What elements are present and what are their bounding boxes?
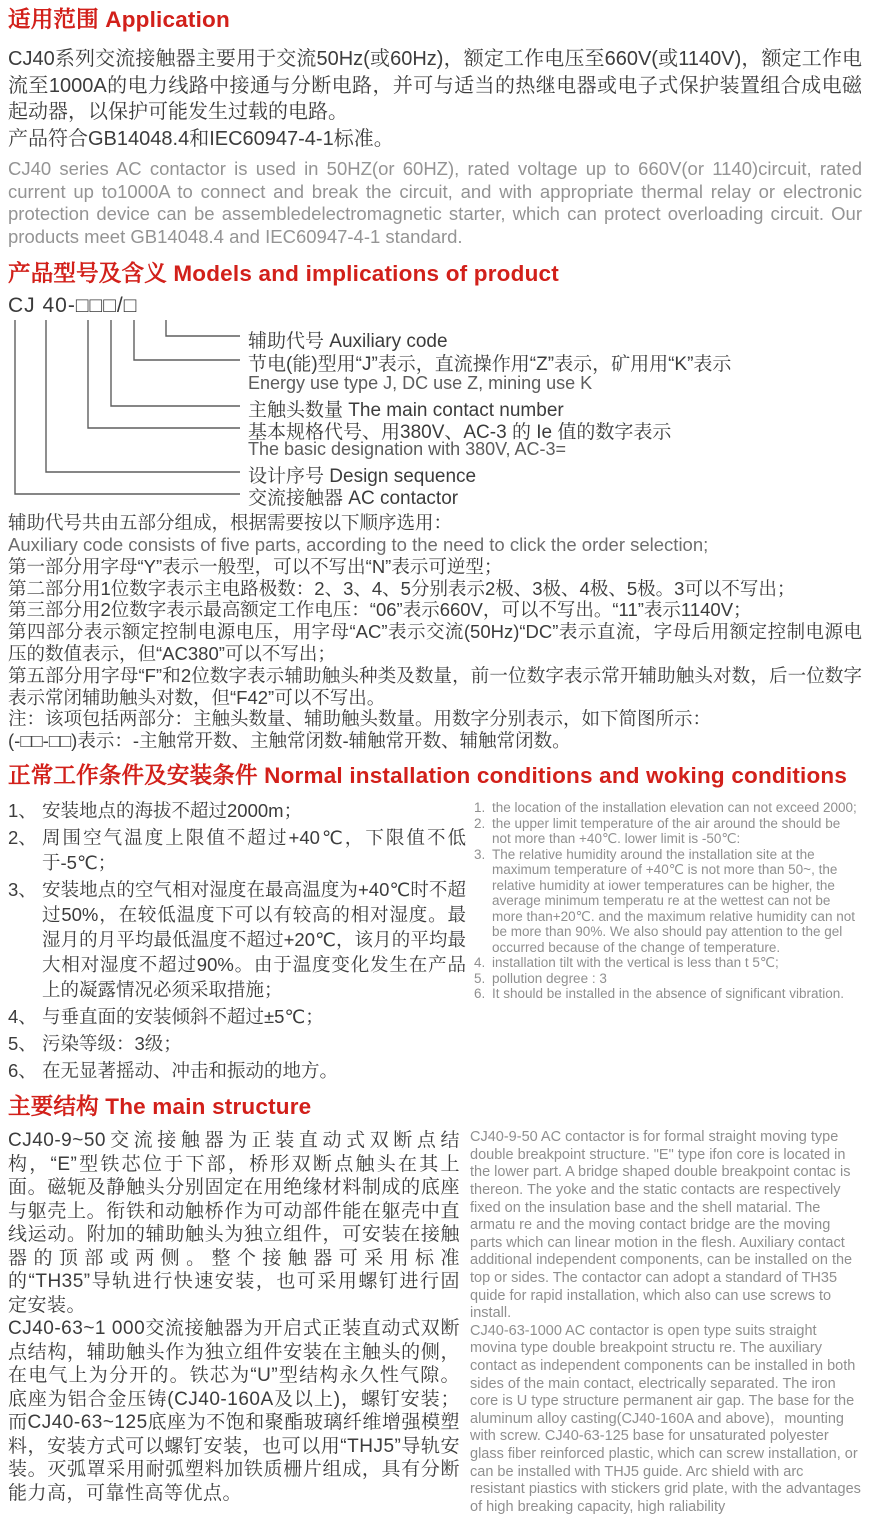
conditions-list-en [474,798,862,1002]
structure-paragraph-en: CJ40-63-1000 AC contactor is open type suits straight movina type double breakpoint structu re. The auxiliary contact as independent components can be installed in both sides of the main contact, electrically separated. The iron core is U type structure permanent air gap. The base for the aluminum alloy casting(CJ40-160A and above)，mounting with screw. CJ40-63-125 base for unsaturated polyester glass fiber reinforced plastic, which can screw installation, or can be installed with THJ5 guide. Arc shield with arc resistant piastics with stickers grid plate, with the advantages of high breaking capacity, high raliability [470,1322,861,1515]
item-number: 1. [474,800,486,816]
structure-paragraph-cn: CJ40-9~50交流接触器为正装直动式双断点结构，“E”型铁芯位于下部，桥形双断点触头在其上面。磁轭及静触头分别固定在用绝缘材料制成的底座与躯壳上。衔铁和动触桥作为可动部件能在躯壳中直线运动。附加的辅助触头为独立组件，可安装在接触器的顶部或两侧。整个接触器可采用标准的“TH35”导轨进行快速安装，也可采用螺钉进行固定安装。 [8,1130,460,1316]
item-text: It should be installed in the absence of significant vibration. [492,986,844,1002]
section-title-structure: 主要结构 The main structure [8,1094,312,1120]
condition-item-cn [8,877,466,1002]
item-text: 污染等级：3级； [42,1033,182,1055]
section-structure [8,1093,862,1516]
note-line: 第四部分表示额定控制电源电压，用字母“AC”表示交流(50Hz)“DC”表示直流，字母后用额定控制电源电压的数值表示，但“AC380”可以不写出； [8,621,862,665]
connector-energy-type [134,320,240,360]
note-line: (-□□-□□)表示：-主触常开数、主触常闭数-辅触常开数、辅触常闭数。 [8,730,571,752]
section-title-models: 产品型号及含义 Models and implications of product [8,261,559,287]
item-number: 6. [474,986,486,1002]
section-models [8,260,862,752]
condition-item-en [474,971,862,987]
item-text: 与垂直面的安装倾斜不超过±5℃； [42,1006,324,1028]
note-line: 第一部分用字母“Y”表示一般型，可以不写出“N”表示可逆型； [8,555,503,577]
structure-text-cn [8,1129,460,1505]
diagram-label-auxiliary-code: 辅助代号 Auxiliary code [248,331,448,353]
conditions-list-cn [8,798,466,1085]
section-conditions [8,762,862,1085]
item-text: The relative humidity around the installation site at the maximum temperature of +40℃ is not more than 50~, the relative humidity at iower temperatures can be higher, the average minimum temperatu re at the wettest can not be more than+20℃. and the maximum relative humidity can not be more than 90%. We also should pay attention to the gel occurred because of the change of temperature. [492,846,855,955]
item-number: 4、 [8,1006,37,1028]
condition-item-en [474,986,862,1002]
connector-main-contact-number [111,320,240,406]
structure-paragraph-cn: CJ40-63~1 000交流接触器为开启式正装直动式双断点结构，辅助触头作为独立组件安装在主触头的侧，在电气上为分开的。铁芯为“U”型结构永久性气隙。底座为铝合金压铸(CJ40-160A及以上)，螺钉安装；而CJ40-63~125底座为不饱和聚酯玻璃纤维增强模塑料，安装方式可以螺钉安装，也可以用“THJ5”导轨安装。灭弧罩采用耐弧塑料加铁质栅片组成，具有分断能力高，可靠性高等优点。 [8,1318,460,1504]
item-number: 3. [474,846,486,862]
diagram-label-basic-designation-cn: 基本规格代号、用380V、AC-3 的 Ie 值的数字表示 [248,422,672,444]
item-text: 安装地点的空气相对湿度在最高温度为+40℃时不超过50%，在较低温度下可以有较高的相对湿度。最湿月的月平均最低温度不超过+20℃，该月的平均最大相对湿度不超过90%。由于温度变化发生在产品上的凝露情况必须采取措施； [42,879,466,1001]
note-line: 第五部分用字母“F”和2位数字表示辅助触头种类及数量，前一位数字表示常开辅助触头对数，后一位数字表示常闭辅助触头对数，但“F42”可以不写出。 [8,664,862,708]
item-number: 5. [474,970,486,986]
section-title-conditions: 正常工作条件及安装条件 Normal installation conditions and woking conditions [8,763,848,789]
condition-item-en [474,847,862,956]
item-number: 2. [474,815,486,831]
item-text: 周围空气温度上限值不超过+40℃，下限值不低于-5℃； [42,827,466,874]
note-line: 注：该项包括两部分：主触头数量、辅助触头数量。用数字分别表示，如下简图所示： [8,708,712,730]
item-text: the location of the installation elevation can not exceed 2000; [492,800,857,816]
diagram-label-main-contact-number: 主触头数量 The main contact number [248,400,564,422]
diagram-label-energy-type-cn: 节电(能)型用“J”表示，直流操作用“Z”表示，矿用用“K”表示 [248,354,732,376]
item-text: installation tilt with the vertical is less than t 5℃; [492,955,779,971]
model-code-text: CJ 40-□□□/□ [8,294,138,318]
conditions-columns [8,798,862,1085]
condition-item-en [474,955,862,971]
item-number: 5、 [8,1033,37,1055]
structure-paragraph-en: CJ40-9-50 AC contactor is for formal straight moving type double breakpoint structure. "E" type ifon core is located in the lower part. A bridge shaped double breakpoint contac is thereon. The yoke and the static contacts are respectively fixed on the insulation base and the shell matarial. The armatu re and the moving contact bridge are the moving parts which can linear motion in the flesh. Auxiliary contact additional independent components, can be installed on the top or sides. The contactor can adopt a standard of TH35 quide for rapid installation, which also can use screws to install. [470,1129,853,1322]
section-application [8,6,862,248]
section-title-application: 适用范围 Application [8,7,230,32]
structure-text-en [470,1129,862,1516]
model-code-diagram [8,294,862,508]
item-number: 3、 [8,879,37,901]
structure-columns [8,1129,862,1516]
auxiliary-code-notes [8,512,862,752]
diagram-label-basic-designation-en: The basic designation with 380V, AC-3= [248,439,567,460]
item-text: 在无显著摇动、冲击和振动的地方。 [42,1060,339,1082]
condition-item-cn [8,1031,466,1056]
diagram-label-design-sequence: 设计序号 Design sequence [248,466,477,488]
application-paragraph-en: CJ40 series AC contactor is used in 50HZ(or 60HZ), rated voltage up to 660V(or 1140)circuit, rated current up to1000A to connect and break the circuit, and with appropriate thermal relay or electronic protection device can be assembledelectromagnetic starter, which can protect overloading circuit. Our products meet GB14048.4 and IEC60947-4-1 standard. [8,158,862,247]
condition-item-cn [8,1058,466,1083]
connector-design-sequence [46,320,240,472]
note-line: 第二部分用1位数字表示主电路极数：2、3、4、5分别表示2极、3极、4极、5极。3可以不写出； [8,577,796,599]
connector-ac-contactor [15,320,240,494]
application-paragraph-cn: CJ40系列交流接触器主要用于交流50Hz(或60Hz)，额定工作电压至660V(或1140V)，额定工作电流至1000A的电力线路中接通与分断电路，并可与适当的热继电器或电子式保护装置组合成电磁起动器，以保护可能发生过载的电路。 [8,48,862,124]
note-line: 第三部分用2位数字表示最高额定工作电压：“06”表示660V，可以不写出。“11”表示1140V； [8,599,752,621]
connector-auxiliary-code [166,320,240,336]
diagram-label-ac-contactor: 交流接触器 AC contactor [248,488,459,510]
item-number: 6、 [8,1060,37,1082]
application-standard-cn: 产品符合GB14048.4和IEC60947-4-1标准。 [8,127,394,150]
condition-item-cn [8,825,466,875]
condition-item-cn [8,798,466,823]
condition-item-cn [8,1004,466,1029]
item-text: 安装地点的海拔不超过2000m； [42,800,303,822]
note-line: 辅助代号共由五部分组成，根据需要按以下顺序选用： [8,512,453,534]
condition-item-en [474,800,862,816]
item-number: 4. [474,955,486,971]
item-text: pollution degree : 3 [492,970,607,986]
item-number: 2、 [8,827,37,849]
item-number: 1、 [8,800,37,822]
item-text: the upper limit temperature of the air around the should be not more than +40℃. lower limit is -50℃: [492,815,841,847]
diagram-label-energy-type-en: Energy use type J, DC use Z, mining use K [248,373,593,394]
note-line-en: Auxiliary code consists of five parts, according to the need to click the order selection; [8,534,709,556]
condition-item-en [474,816,862,847]
